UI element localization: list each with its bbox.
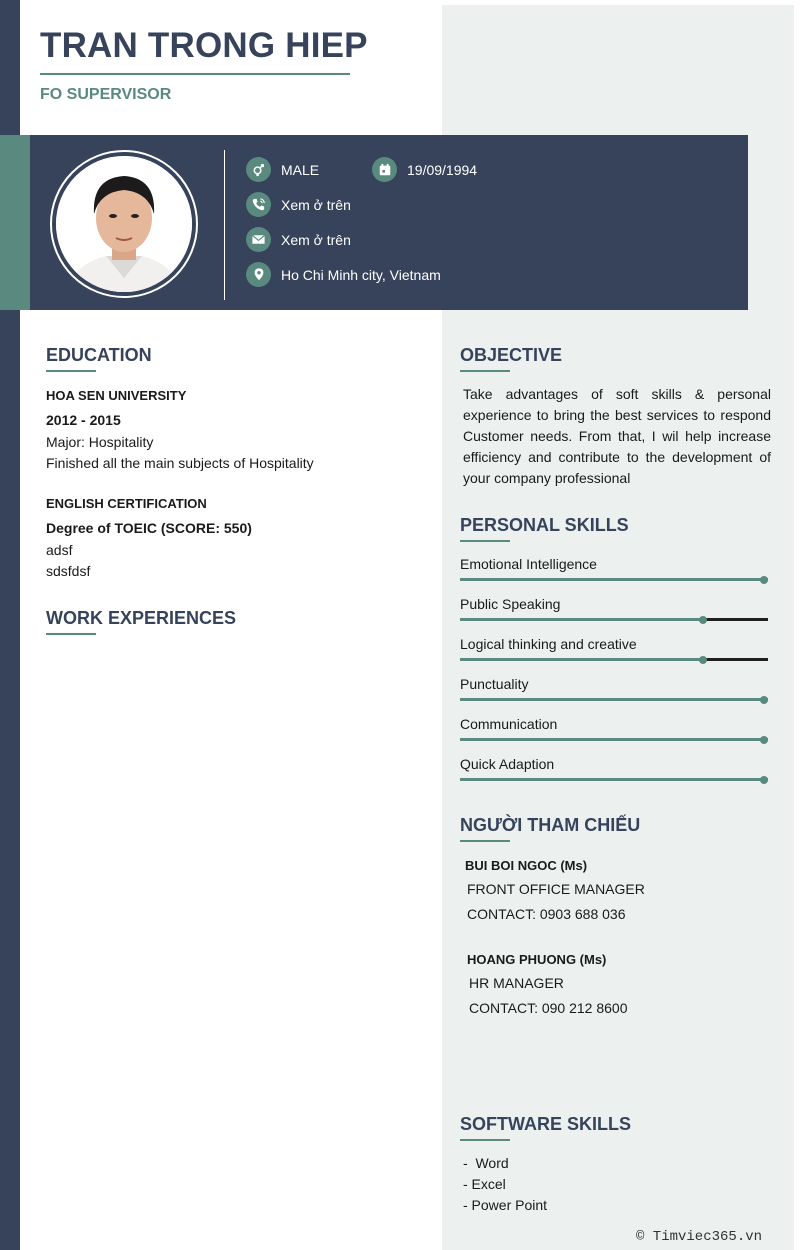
- birthdate-row: [372, 157, 477, 182]
- skill-label: Communication: [460, 716, 558, 732]
- phone-row: [246, 192, 351, 217]
- cert-title: ENGLISH CERTIFICATION: [46, 496, 207, 511]
- profile-divider: [224, 150, 225, 300]
- location-icon: [246, 262, 271, 287]
- teal-accent-tab: [0, 135, 30, 310]
- objective-text: Take advantages of soft skills & personal experience to bring the best services to respond Customer needs. From that, I wil help increase efficiency and contribute to the development of your company professional: [463, 386, 771, 486]
- work-underline: [46, 633, 96, 635]
- address-value: Ho Chi Minh city, Vietnam: [281, 266, 441, 283]
- skill-bar: [460, 738, 768, 741]
- email-row: [246, 227, 351, 252]
- skill-fill: [460, 698, 768, 701]
- phone-icon: [246, 192, 271, 217]
- skill-dot: [760, 576, 768, 584]
- skill-dot: [760, 736, 768, 744]
- skill-bar: [460, 698, 768, 701]
- skills-underline: [460, 540, 510, 542]
- cert-line-2: sdsfdsf: [46, 563, 91, 579]
- skill-bar: [460, 658, 768, 661]
- skill-bar: [460, 778, 768, 781]
- skill-fill: [460, 578, 768, 581]
- address-row: [246, 262, 441, 287]
- reference-1-role: FRONT OFFICE MANAGER: [467, 881, 645, 897]
- skill-label: Emotional Intelligence: [460, 556, 597, 572]
- cert-degree: Degree of TOEIC (SCORE: 550): [46, 520, 252, 536]
- skill-dot: [760, 696, 768, 704]
- skill-label: Punctuality: [460, 676, 529, 692]
- skill-bar: [460, 578, 768, 581]
- phone-value: Xem ở trên: [281, 196, 351, 213]
- skill-dot: [760, 776, 768, 784]
- candidate-name: TRAN TRONG HIEP: [40, 26, 368, 65]
- skill-fill: [460, 738, 768, 741]
- reference-2-role: HR MANAGER: [469, 975, 564, 991]
- education-title: EDUCATION: [46, 345, 152, 365]
- avatar: [56, 156, 192, 292]
- calendar-icon: [372, 157, 397, 182]
- software-item: - Word: [463, 1155, 509, 1171]
- references-underline: [460, 840, 510, 842]
- objective-title: OBJECTIVE: [460, 345, 563, 365]
- gender-row: [246, 157, 319, 182]
- objective-underline: [460, 370, 510, 372]
- skill-fill: [460, 618, 703, 621]
- skill-fill: [460, 658, 703, 661]
- reference-2-name: HOANG PHUONG (Ms): [467, 952, 607, 967]
- skill-bar: [460, 618, 768, 621]
- name-underline: [40, 73, 350, 75]
- watermark: © Timviec365.vn: [636, 1229, 763, 1245]
- reference-2-contact: CONTACT: 090 212 8600: [469, 1000, 628, 1016]
- skill-fill: [460, 778, 768, 781]
- references-title: NGƯỜI THAM CHIẾU: [460, 815, 641, 835]
- email-icon: [246, 227, 271, 252]
- school-name: HOA SEN UNIVERSITY: [46, 388, 187, 403]
- skill-label: Quick Adaption: [460, 756, 555, 772]
- avatar-photo: [56, 156, 192, 292]
- gender-icon: [246, 157, 271, 182]
- school-note: Finished all the main subjects of Hospitality: [46, 455, 314, 471]
- cert-line-1: adsf: [46, 542, 73, 558]
- email-value: Xem ở trên: [281, 231, 351, 248]
- skill-label: Logical thinking and creative: [460, 636, 637, 652]
- software-underline: [460, 1139, 510, 1141]
- school-major: Major: Hospitality: [46, 434, 154, 450]
- education-underline: [46, 370, 96, 372]
- gender-value: MALE: [281, 161, 320, 178]
- skill-dot: [699, 616, 707, 624]
- school-years: 2012 - 2015: [46, 412, 121, 428]
- job-title: FO SUPERVISOR: [40, 86, 172, 103]
- skill-dot: [699, 656, 707, 664]
- work-title: WORK EXPERIENCES: [46, 608, 237, 628]
- software-item: - Power Point: [463, 1197, 548, 1213]
- reference-1-name: BUI BOI NGOC (Ms): [465, 858, 588, 873]
- skills-title: PERSONAL SKILLS: [460, 515, 629, 535]
- software-item: - Excel: [463, 1176, 506, 1192]
- skill-label: Public Speaking: [460, 596, 561, 612]
- software-title: SOFTWARE SKILLS: [460, 1114, 631, 1134]
- birthdate-value: 19/09/1994: [407, 161, 478, 178]
- reference-1-contact: CONTACT: 0903 688 036: [467, 906, 626, 922]
